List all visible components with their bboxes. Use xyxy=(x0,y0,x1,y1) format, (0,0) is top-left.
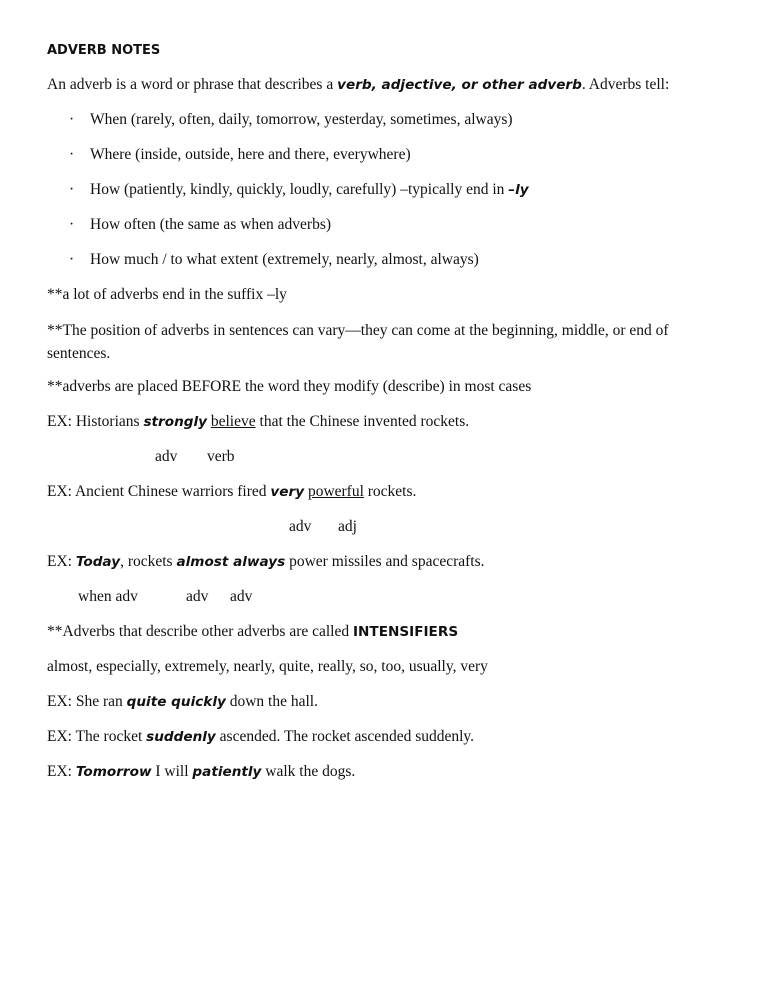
example-text: EX: She ran xyxy=(47,693,127,710)
note-text: **Adverbs that describe other adverbs are called xyxy=(47,623,353,640)
example-3-labels xyxy=(47,586,727,621)
example-text: I will xyxy=(151,763,193,780)
example-adverb: almost always xyxy=(176,554,286,570)
example-adverb: suddenly xyxy=(146,729,216,745)
label-adv: adv xyxy=(230,588,253,605)
document-body xyxy=(47,40,727,796)
note-bold: INTENSIFIERS xyxy=(353,624,459,640)
intro-tail: . Adverbs tell: xyxy=(581,76,670,93)
example-text: EX: xyxy=(47,763,76,780)
bullet-item-how-often xyxy=(47,214,727,249)
example-2-labels xyxy=(47,516,727,551)
bullet-dot: · xyxy=(69,146,75,163)
example-text: EX: Ancient Chinese warriors fired xyxy=(47,483,271,500)
example-text: EX: Historians xyxy=(47,413,144,430)
example-adverb: patiently xyxy=(192,764,262,780)
example-adverb: quite quickly xyxy=(126,694,226,710)
label-adv: adv xyxy=(155,448,178,465)
example-underlined: believe xyxy=(210,413,256,430)
example-adverb: strongly xyxy=(143,414,207,430)
example-4 xyxy=(47,691,727,726)
example-5 xyxy=(47,726,727,761)
bullet-item-where xyxy=(47,144,727,179)
example-text: power missiles and spacecrafts. xyxy=(285,553,485,570)
page-title: ADVERB NOTES xyxy=(47,43,161,58)
intro-text: An adverb is a word or phrase that describes a xyxy=(47,76,338,93)
label-adv: adv xyxy=(289,518,312,535)
example-text: walk the dogs. xyxy=(261,763,356,780)
label-when-adv: when adv xyxy=(78,588,138,605)
bullet-dot: · xyxy=(69,111,75,128)
bullet-dot: · xyxy=(69,181,75,198)
example-text: EX: xyxy=(47,553,76,570)
note-suffix: **a lot of adverbs end in the suffix –ly xyxy=(47,286,287,303)
note-placement: **adverbs are placed BEFORE the word they modify (describe) in most cases xyxy=(47,378,532,395)
bullet-item-how-much xyxy=(47,249,727,284)
bullet-text: When (rarely, often, daily, tomorrow, yesterday, sometimes, always) xyxy=(90,111,513,128)
bullet-text: Where (inside, outside, here and there, everywhere) xyxy=(90,146,411,163)
example-adverb: very xyxy=(270,484,305,500)
example-1-labels xyxy=(47,446,727,481)
example-2 xyxy=(47,481,727,516)
example-text: down the hall. xyxy=(225,693,318,710)
intro-bold: verb, adjective, or other adverb xyxy=(337,77,582,93)
intensifier-list: almost, especially, extremely, nearly, quite, really, so, too, usually, very xyxy=(47,658,488,675)
note-intensifiers xyxy=(47,621,727,656)
bullet-dot: · xyxy=(69,216,75,233)
example-text: , rockets xyxy=(120,553,177,570)
bullet-text: How (patiently, kindly, quickly, loudly, carefully) –typically end in xyxy=(90,181,509,198)
intro-paragraph xyxy=(47,74,727,109)
example-adverb: Tomorrow xyxy=(75,764,152,780)
example-underlined: powerful xyxy=(307,483,364,500)
bullet-dot: · xyxy=(69,251,75,268)
example-text: EX: The rocket xyxy=(47,728,147,745)
example-3 xyxy=(47,551,727,586)
bullet-item-when xyxy=(47,109,727,144)
example-6 xyxy=(47,761,727,796)
bullet-bold: –ly xyxy=(508,182,529,198)
note-position: **The position of adverbs in sentences can vary—they can come at the beginning, middle, or end of sentences. xyxy=(47,322,669,362)
label-adv: adv xyxy=(186,588,209,605)
label-verb: verb xyxy=(207,448,235,465)
label-adj: adj xyxy=(338,518,357,535)
example-text: ascended. The rocket ascended suddenly. xyxy=(215,728,475,745)
example-1 xyxy=(47,411,727,446)
example-adverb: Today xyxy=(75,554,121,570)
bullet-text: How much / to what extent (extremely, nearly, almost, always) xyxy=(90,251,479,268)
bullet-text: How often (the same as when adverbs) xyxy=(90,216,332,233)
example-text: rockets. xyxy=(363,483,417,500)
bullet-item-how xyxy=(47,179,727,214)
example-text: that the Chinese invented rockets. xyxy=(255,413,470,430)
